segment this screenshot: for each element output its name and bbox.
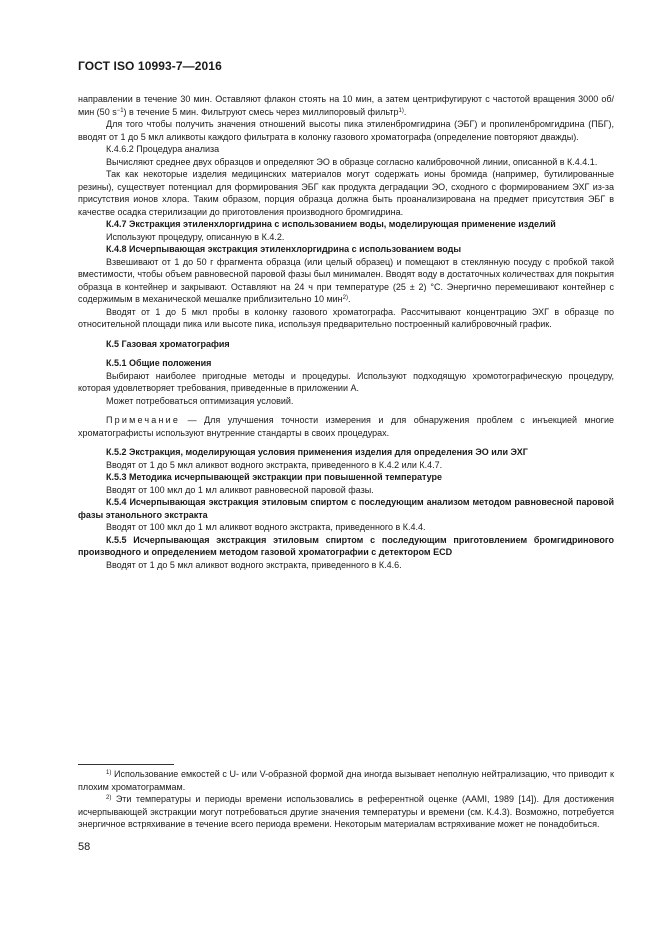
footnote-divider — [78, 764, 174, 765]
standard-header: ГОСТ ISO 10993-7—2016 — [78, 59, 222, 73]
footnote-2: $^{2)}$ Эти температуры и периоды времени использовались в референтной оценке (AAMI, 1989 [14]). Для достижения исчерпывающей экстракции могут потребоваться другие значения температуры и времени (см. К.4.3). Возможно, потребуется энергичное встряхивание в течение всего периода времени. Некоторым материалам встряхивание может не понадобиться. — [78, 794, 614, 829]
heading-k52: К.5.2 Экстракция, моделирующая условия применения изделия для определения ЭО или ЭХГ — [106, 447, 528, 457]
heading-k54: К.5.4 Исчерпывающая экстракция этиловым спиртом с последующим анализом методом равновесной паровой фазы этанольного экстракта — [78, 497, 614, 520]
footnote-ref-2[interactable]: 2) — [342, 295, 348, 301]
paragraph-weighing: Взвешивают от 1 до 50 г фрагмента образца (или целый образец) и помещают в стеклянную посуду с пробкой такой вместимости, чтобы объем равновесной паровой фазы был минимален. Вводят воду в достаточных количествах для покрытия образца в контейнер и закрывают. Оставляют на 24 ч при температуре (25 ± 2) °С. Энергично перемешивают контейнер с содержимым в механической мешалке приблизительно 10 мин$^{2)}$. — [78, 256, 614, 304]
paragraph-centrifuge: направлении в течение 30 мин. Оставляют флакон стоять на 10 мин, а затем центрифугируют с частотой вращения 3000 об/мин (50 $s^{-1}$) в течение 5 мин. Фильтруют смесь через миллипоровый фильтр$^{1)}$. — [78, 94, 614, 117]
note: Примечание — Для улучшения точности измерения и для обнаружения проблем с инъекцией многие хроматографисты используют внутренние стандарты в своих процедурах. — [78, 415, 614, 438]
page-number: 58 — [78, 841, 91, 853]
paragraph-k54: Вводят от 100 мкл до 1 мл аликвот водного экстракта, приведенного в К.4.4. — [106, 522, 426, 532]
paragraph-k55: Вводят от 1 до 5 мкл аликвот водного экстракта, приведенного в К.4.6. — [106, 559, 402, 570]
note-label: Примечание — [106, 415, 181, 425]
paragraph-k47-procedure: Используют процедуру, описанную в К.4.2. — [106, 231, 285, 242]
paragraph-methods: Выбирают наиболее пригодные методы и процедуры. Используют подходящую хромотографическую процедуру, которая удовлетворяет требования, приведенные в приложении А. — [78, 370, 614, 393]
paragraph-k52: Вводят от 1 до 5 мкл аликвот водного экстракта, приведенного в К.4.2 или К.4.7. — [106, 459, 443, 470]
footnotes — [78, 768, 614, 831]
paragraph-calc-eo: Вычисляют среднее двух образцов и определяют ЭО в образце согласно калибровочной линии, описанной в К.4.4.1. — [106, 156, 598, 167]
paragraph-k53: Вводят от 100 мкл до 1 мл аликвот равновесной паровой фазы. — [106, 484, 374, 495]
heading-k53: К.5.3 Методика исчерпывающей экстракции при повышенной температуре — [106, 472, 443, 482]
heading-k55: К.5.5 Исчерпывающая экстракция этиловым спиртом с последующим приготовлением бромгидринового производного и определением методом газовой хроматографии с детектором ECD — [78, 534, 614, 557]
footnote-ref-1[interactable]: 1) — [398, 107, 404, 114]
main-text — [78, 93, 614, 571]
paragraph-bromide: Так как некоторые изделия медицинских материалов могут содержать ионы бромида (например, бутилированные резины), существует потенциал для формирования ЭБГ как продукта деградации ЭО, сходного с формированием ЭХГ из-за присутствия ионов хлора. Таким образом, порция образца должна быть проанализирована на предмет присутствия ЭБГ в качестве осадка стерилизации до приготовления производного бромгидрина. — [78, 169, 614, 217]
paragraph-peak-ratio: Для того чтобы получить значения отношений высоты пика этиленбромгидрина (ЭБГ) и пропиленбромгидрина (ПБГ), вводят от 1 до 5 мкл аликвоты каждого фильтрата в колонку газового хроматографа (определение повторяют дважды). — [78, 119, 614, 142]
heading-k51: К.5.1 Общие положения — [106, 358, 212, 368]
heading-k462: К.4.6.2 Процедура анализа — [106, 144, 220, 154]
paragraph-inject-sample: Вводят от 1 до 5 мкл пробы в колонку газового хроматографа. Рассчитывают концентрацию ЭХГ в образце по относительной площади пика или высоте пика, используя предварительно построенный калибровочный график. — [78, 306, 614, 329]
paragraph-optimization: Может потребоваться оптимизация условий. — [106, 395, 294, 406]
footnote-1: $^{1)}$ Использование емкостей с U- или V-образной формой дна иногда вызывает неполную нейтрализацию, что приводит к плохим хроматограммам. — [78, 769, 614, 792]
heading-k47: К.4.7 Экстракция этиленхлоргидрина с использованием воды, моделирующая применение изделий — [106, 219, 556, 229]
heading-k48: К.4.8 Исчерпывающая экстракция этиленхлоргидрина с использованием воды — [106, 244, 462, 254]
heading-k5: К.5 Газовая хроматография — [106, 338, 230, 349]
